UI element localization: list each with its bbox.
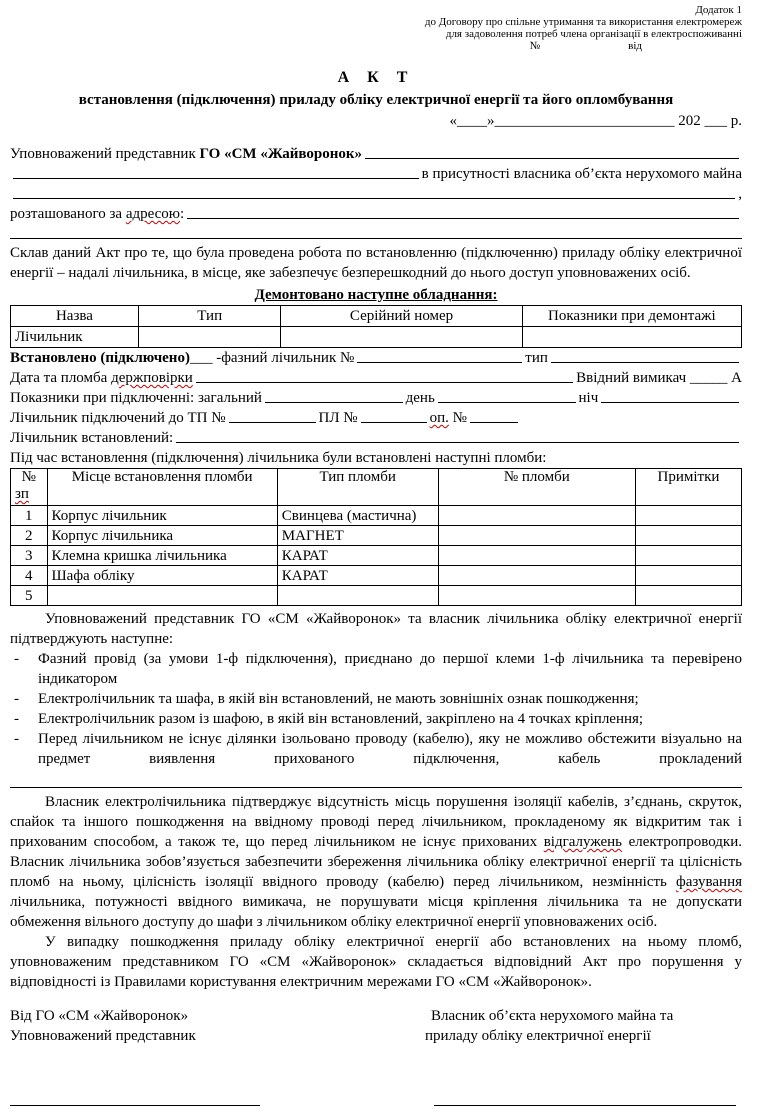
readings-line [10,388,742,408]
annex-line-2: до Договору про спільне утримання та використання електромереж [424,16,742,28]
seals-intro: Під час встановлення (підключення) лічильника були встановлені наступні пломби: [10,450,547,466]
owner-presence-label: в присутності власника об’єкта нерухомого майна [421,166,742,182]
misspelled-word-zp: зп [15,486,29,502]
annex-line-3: для задоволення потреб члена організації в електроспоживанні [445,28,742,40]
owner-title-line1: Власник об’єкта нерухомого майна та [431,1008,674,1024]
installed-line [10,348,742,368]
installed-phase-label: ___ -фазний лічильник № [189,350,355,366]
installed-label: Встановлено (підключено) [10,350,190,366]
meter-number-blank [357,348,522,368]
owner-title-line2: приладу обліку електричної енергії [425,1028,651,1044]
dismantled-heading: Демонтовано наступне обладнання: [254,287,498,303]
signature-block [10,1006,742,1046]
tp-number-blank [229,408,316,428]
dash-marker: - [14,711,19,727]
meter-location-line [10,428,742,448]
table-row: 4 Шафа обліку КАРАТ [11,566,742,586]
owner-obligations: Власник електролічильника підтверджує відсутність місць порушення ізоляції кабелів, з’єднань, скруток, спайок та іншого пошкодження на ввідному проводі перед лічильником, прокладеному як відкритим так і прихованим способом, а також те, що перед лічильником не існує прихованих відгалужень електропроводки. Власник лічильника зобов’язується забезпечити збереження лічильника обліку електричної енергії та цілісність пломб на ньому, цілісність ізоляції ввідного проводу (кабелю) перед лічильником, незмінність фазування лічильника, потужності ввідного вимикача, не порушувати місця кріплення лічильника та не допускати обмеження вільного доступу до шафи з лічильником обліку електричної енергії уповноважених осіб. [10,794,742,930]
confirmation-intro: Уповноважений представник ГО «СМ «Жайворонок» та власник лічильника обліку електричної енергії підтверджують наступне: [10,611,742,647]
cell-type [138,327,281,348]
dash-marker: - [14,651,19,667]
table-row [11,327,742,348]
type-label: тип [525,350,548,366]
misspelled-word-op: оп. [429,410,449,426]
list-item: - Перед лічильником не існує ділянки ізольовано проводу (кабелю), яку не можливо обстежити візуально на предмет виявлення прихованого підключення, кабель прокладений [10,729,742,769]
col-row-number: № зп [11,469,48,506]
owner-signature-line [434,1092,736,1106]
dismantled-header-row [11,306,742,327]
owner-extra-line [10,184,742,204]
night-label: ніч [578,390,599,406]
col-type: Тип [138,306,281,327]
seal-date-line [10,368,742,388]
op-number-blank [470,408,518,428]
seals-table [10,468,742,606]
document-title: А К Т [337,69,415,86]
day-label: день [405,390,435,406]
document-subtitle: встановлення (підключення) приладу обліку електричної енергії та його опломбування [78,92,674,108]
input-breaker-label: Ввідний вимикач _____ А [576,370,742,386]
owner-presence-line [10,164,742,184]
violation-clause: У випадку пошкодження приладу обліку електричної енергії або встановлених на ньому пломб, уповноваженим представником ГО «СМ «Жайворонок» складається відповідний Акт про порушення у відповідності із Правилами користування електричним мережами ГО «СМ «Жайворонок». [10,934,742,990]
list-item: - Фазний провід (за умови 1-ф підключення), приєднано до першої клеми 1-ф лічильника та перевірено індикатором [10,649,742,689]
table-row: 2 Корпус лічильника МАГНЕТ [11,526,742,546]
col-readings: Показники при демонтажі [522,306,741,327]
tp-label: Лічильник підключений до ТП № [10,410,226,426]
annex-number-gap [540,40,628,52]
misspelled-word-vidhaluzhen: відгалужень [543,834,623,850]
date-blank-line: «____»________________________ 202 ___ р. [449,113,742,129]
address-continuation-blank [10,224,742,239]
organization-name: ГО «СМ «Жайворонок» [199,146,363,162]
signature-lines [10,1092,742,1106]
cell-readings [522,327,741,348]
list-item: - Електролічильник та шафа, в якій він встановлений, не мають зовнішніх ознак пошкодження; [10,689,742,709]
misspelled-word-adresoiu: адресою [125,206,180,222]
annex-from-label: від [628,40,642,52]
col-seal-number: № пломби [438,469,635,506]
readings-total-label: Показники при підключенні: загальний [10,390,262,406]
dash-marker: - [14,691,19,707]
signature-left-column [10,1006,425,1046]
address-label: розташованого за адресою: [10,206,185,222]
annex-number-line [10,40,742,52]
col-notes: Примітки [635,469,741,506]
annex-header [10,4,742,52]
cable-route-blank [10,773,742,788]
misspelled-word-derzhpovirky: держповірки [111,370,193,386]
pl-number-blank [361,408,427,428]
col-name: Назва [11,306,139,327]
list-item: - Електролічильник разом із шафою, в якій він встановлений, закріплено на 4 точках кріплення; [10,709,742,729]
meter-location-label: Лічильник встановлений: [10,430,174,446]
table-row: 1 Корпус лічильник Свинцева (мастична) [11,506,742,526]
cell-name: Лічильник [11,327,139,348]
dash-marker: - [14,731,19,747]
representative-label: Уповноважений представник ГО «СМ «Жайворонок» [10,146,363,162]
col-seal-place: Місце встановлення пломби [47,469,277,506]
act-statement: Склав даний Акт про те, що була проведена робота по встановленню (підключенню) приладу обліку електричної енергії – надалі лічильника, в місце, яке забезпечує безперешкодний до нього доступ уповноважених осіб. [10,245,742,281]
table-row: 5 [11,586,742,606]
cell-serial [281,327,522,348]
table-row: 3 Клемна кришка лічильника КАРАТ [11,546,742,566]
dismantled-table [10,305,742,348]
col-seal-type: Тип пломби [277,469,438,506]
representative-signature-line [10,1092,260,1106]
op-label: оп. № [429,410,467,426]
connection-line [10,408,742,428]
comma-mark: , [738,186,742,202]
from-organization-label: Від ГО «СМ «Жайворонок» [10,1008,189,1024]
representative-line [10,144,742,164]
col-serial: Серійний номер [281,306,522,327]
annex-line-1: Додаток 1 [695,4,742,16]
pl-label: ПЛ № [318,410,358,426]
authorized-representative-label: Уповноважений представник [10,1028,196,1044]
address-line [10,204,742,224]
signature-right-column [425,1006,742,1046]
annex-number-label: № [529,40,541,52]
seals-header-row [11,469,742,506]
seal-date-label: Дата та пломба держповірки [10,370,193,386]
misspelled-word-fazuvannia: фазування [676,874,742,890]
